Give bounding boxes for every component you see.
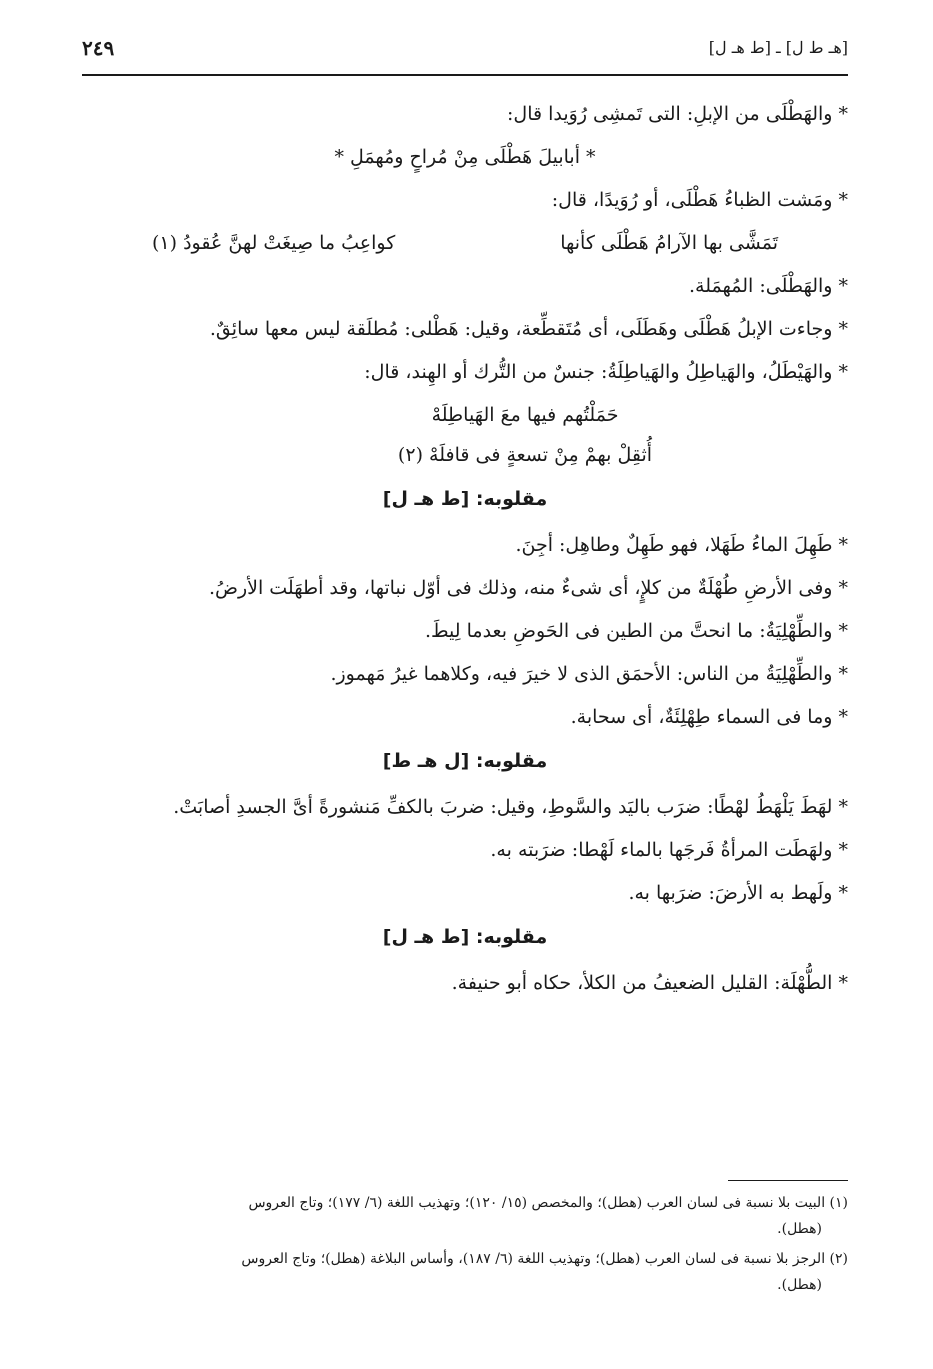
footnote bbox=[82, 1190, 848, 1242]
section-heading: مقلوبه: [ط هـ ل] bbox=[382, 926, 548, 948]
footnote-continuation: (هطل). bbox=[777, 1221, 822, 1237]
running-title: [هـ ط ل] ـ [ط هـ ل] bbox=[708, 38, 848, 57]
rajaz-line: حَمَلْتُهم فيها معَ الهَياطِلَهْ bbox=[431, 404, 619, 426]
verse-first-hemistich: تَمَشَّى بها الآرامُ هَطْلَى كأنها bbox=[560, 232, 778, 254]
footnote-text: (٢) الرجز بلا نسبة فى لسان العرب (هطل)؛ وتهذيب اللغة (٦/ ١٨٧)، وأساس البلاغة (هطل)؛ وتاج العروس bbox=[241, 1251, 848, 1267]
entry: * ولَهط به الأرضَ: ضرَبها به. bbox=[628, 882, 848, 904]
header-rule bbox=[82, 74, 848, 76]
verse-second-hemistich: كواعِبُ ما صِيغَتْ لهنَّ عُقودُ (١) bbox=[152, 232, 396, 254]
footnotes bbox=[82, 1190, 848, 1302]
page-number: ٢٤٩ bbox=[82, 36, 115, 60]
verse-couplet bbox=[82, 225, 848, 261]
entry: * والهَطْلَى: المُهمَلة. bbox=[688, 275, 848, 297]
rajaz-line: أُثقِلْ بهمْ مِنْ تسعةٍ فى قافلَهْ (٢) bbox=[397, 444, 653, 466]
entry: * وجاءت الإبلُ هَطْلَى وهَطَلَى، أى مُتَقطِّعة، وقيل: هَطْلى: مُطلَقة ليس معها سائِقٌ. bbox=[209, 318, 848, 340]
section-heading: مقلوبه: [ط هـ ل] bbox=[382, 488, 548, 510]
entry: * والهَيْطَلُ، والهَياطِلُ والهَياطِلَةُ: جنسٌ من التُّرك أو الهِند، قال: bbox=[364, 361, 848, 383]
entry: * طَهِلَ الماءُ طَهَلا، فهو طَهِلٌ وطاهِل: أجِنَ. bbox=[515, 534, 848, 556]
footnote-continuation: (هطل). bbox=[777, 1277, 822, 1293]
entry: * ومَشت الظباءُ هَطْلَى، أو رُوَيدًا، قال: bbox=[551, 189, 848, 211]
entry: * وما فى السماء طِهْلِئَةٌ، أى سحابة. bbox=[570, 706, 848, 728]
footnote-text: (١) البيت بلا نسبة فى لسان العرب (هطل)؛ والمخصص (١٥/ ١٢٠)؛ وتهذيب اللغة (٦/ ١٧٧)؛ وتاج العروس bbox=[248, 1195, 848, 1211]
entry: * والهَطْلَى من الإبلِ: التى تَمشِى رُوَيدا قال: bbox=[507, 103, 848, 125]
page bbox=[82, 30, 848, 1340]
verse-line: * أبابيلَ هَطْلَى مِنْ مُراحٍ ومُهمَلِ * bbox=[334, 146, 596, 168]
footnote-rule bbox=[728, 1180, 848, 1181]
main-text bbox=[82, 96, 848, 1008]
running-head bbox=[82, 36, 848, 70]
section-heading: مقلوبه: [ل هـ ط] bbox=[382, 750, 548, 772]
footnote bbox=[82, 1246, 848, 1298]
entry: * والطِّهْلِيَةُ من الناس: الأحمَق الذى لا خيرَ فيه، وكلاهما غيرُ مَهموز. bbox=[330, 663, 848, 685]
entry: * لهَطَ يَلْهَطُ لهْطًا: ضرَب باليَد والسَّوطِ، وقيل: ضربَ بالكفِّ مَنشورةً أىَّ الجسدِ أصابَتْ. bbox=[173, 796, 848, 818]
entry: * وفى الأرضِ طُهْلَةٌ من كلإٍ، أى شىءٌ منه، وذلك فى أوّل نباتها، وقد أطهَلَت الأرضُ. bbox=[208, 577, 848, 599]
entry: * ولهَطَت المرأةُ فَرجَها بالماء لَهْطا: ضرَبته به. bbox=[490, 839, 848, 861]
entry: * والطِّهْلِيَةُ: ما انحتَّ من الطين فى الحَوضِ بعدما لِيطَ. bbox=[424, 620, 848, 642]
entry: * الطُّهْلَة: القليل الضعيفُ من الكلأ، حكاه أبو حنيفة. bbox=[451, 972, 848, 994]
